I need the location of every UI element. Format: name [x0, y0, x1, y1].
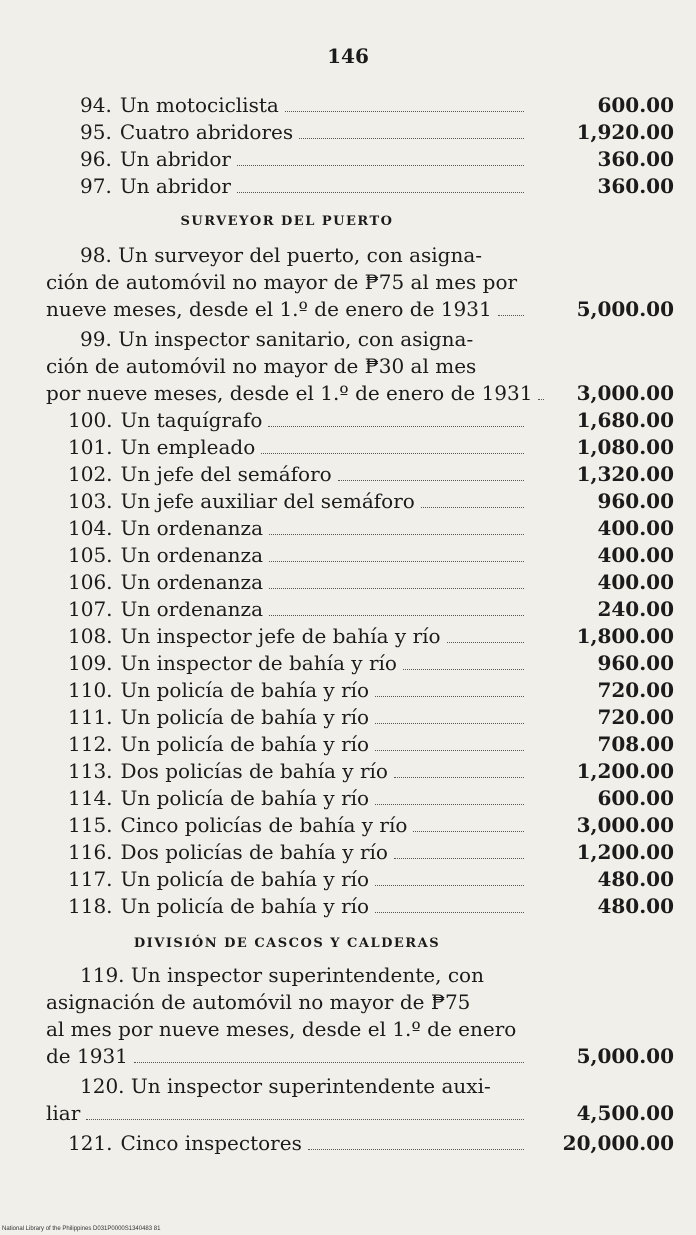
item-amount: 400.00: [597, 543, 674, 567]
item-text: Un abridor: [119, 174, 231, 198]
list-item: [46, 119, 674, 146]
item-text: Dos policías de bahía y río: [120, 759, 388, 783]
item-number: 106.: [68, 570, 113, 594]
leader-dots: [299, 138, 524, 139]
item-text: Un ordenanza: [120, 543, 264, 567]
leader-dots: [375, 723, 524, 724]
item-amount: 1,200.00: [576, 840, 674, 864]
item-amount: 360.00: [597, 147, 674, 171]
item-amount: 1,920.00: [576, 120, 674, 144]
list-item: [46, 569, 674, 596]
leader-dots: [394, 858, 524, 859]
list-item: [46, 704, 674, 731]
item-text: Un taquígrafo: [120, 408, 263, 432]
item-amount: 1,680.00: [576, 408, 674, 432]
item-120-line1: 120. Un inspector superintendente auxi-: [80, 1074, 491, 1098]
item-amount: 3,000.00: [576, 813, 674, 837]
list-item: [46, 677, 674, 704]
leader-dots: [375, 912, 524, 913]
item-number: 115.: [68, 813, 113, 837]
item-text: Un inspector de bahía y río: [120, 651, 397, 675]
item-amount: 1,080.00: [576, 435, 674, 459]
list-item: [46, 488, 674, 515]
leader-dots: [269, 534, 524, 535]
item-number: 113.: [68, 759, 113, 783]
list-item: [46, 542, 674, 569]
item-number: 116.: [68, 840, 113, 864]
item-amount: 480.00: [597, 894, 674, 918]
item-text: Un policía de bahía y río: [120, 678, 370, 702]
item-number: 112.: [68, 732, 113, 756]
item-number: 104.: [68, 516, 113, 540]
item-121-text: Cinco inspectores: [120, 1131, 302, 1155]
item-amount: 708.00: [597, 732, 674, 756]
item-amount: 600.00: [597, 786, 674, 810]
item-text: Un policía de bahía y río: [120, 705, 370, 729]
item-98-line1: 98. Un surveyor del puerto, con asigna-: [80, 243, 483, 267]
item-99-amount: 3,000.00: [576, 381, 674, 405]
item-120-line2: liar: [46, 1101, 81, 1125]
item-text: Dos policías de bahía y río: [120, 840, 388, 864]
item-text: Un jefe del semáforo: [120, 462, 332, 486]
item-98-line2: ción de automóvil no mayor de ₱75 al mes por: [46, 270, 518, 294]
item-amount: 1,800.00: [576, 624, 674, 648]
leader-dots: [269, 588, 524, 589]
leader-dots: [269, 615, 524, 616]
list-item: [46, 812, 674, 839]
list-item: [46, 407, 674, 434]
item-amount: 400.00: [597, 516, 674, 540]
list-item: [46, 515, 674, 542]
item-number: 101.: [68, 435, 113, 459]
item-99-line2: ción de automóvil no mayor de ₱30 al mes: [46, 354, 477, 378]
page-number: 146: [327, 44, 369, 68]
leader-dots: [308, 1149, 524, 1150]
leader-dots: [413, 831, 524, 832]
list-item: [46, 758, 674, 785]
item-119-line4: de 1931: [46, 1044, 128, 1068]
list-item: [46, 461, 674, 488]
item-number: 111.: [68, 705, 113, 729]
item-amount: 600.00: [597, 93, 674, 117]
leader-dots: [237, 165, 524, 166]
item-number: 110.: [68, 678, 113, 702]
item-number: 94.: [80, 93, 112, 117]
item-121: [46, 1130, 674, 1157]
item-text: Un ordenanza: [120, 516, 264, 540]
item-number: 96.: [80, 147, 112, 171]
list-item: [46, 839, 674, 866]
item-list-mid: [46, 407, 674, 920]
item-amount: 720.00: [597, 678, 674, 702]
document-body: [46, 92, 674, 1157]
item-120-amount: 4,500.00: [576, 1101, 674, 1125]
leader-dots: [86, 1119, 524, 1120]
item-amount: 720.00: [597, 705, 674, 729]
item-text: Un inspector jefe de bahía y río: [120, 624, 441, 648]
item-text: Un abridor: [119, 147, 231, 171]
leader-dots: [375, 804, 524, 805]
item-amount: 400.00: [597, 570, 674, 594]
section-title-cascos: DIVISIÓN DE CASCOS Y CALDERAS: [133, 936, 441, 951]
item-119: [46, 962, 674, 1070]
list-item: [46, 650, 674, 677]
leader-dots: [447, 642, 524, 643]
leader-dots: [261, 453, 524, 454]
list-item: [46, 866, 674, 893]
item-number: 103.: [68, 489, 113, 513]
item-amount: 1,200.00: [576, 759, 674, 783]
item-text: Un jefe auxiliar del semáforo: [120, 489, 415, 513]
leader-dots: [268, 426, 524, 427]
leader-dots: [375, 696, 524, 697]
item-number: 118.: [68, 894, 113, 918]
item-number: 109.: [68, 651, 113, 675]
list-item: [46, 623, 674, 650]
item-119-line2: asignación de automóvil no mayor de ₱75: [46, 990, 471, 1014]
list-item: [46, 785, 674, 812]
item-text: Un ordenanza: [120, 597, 264, 621]
item-number: 95.: [80, 120, 112, 144]
leader-dots: [375, 885, 524, 886]
item-number: 97.: [80, 174, 112, 198]
item-amount: 480.00: [597, 867, 674, 891]
item-text: Un policía de bahía y río: [120, 732, 370, 756]
item-amount: 360.00: [597, 174, 674, 198]
section-title-surveyor: SURVEYOR DEL PUERTO: [180, 214, 394, 229]
item-121-number: 121.: [68, 1131, 113, 1155]
item-number: 114.: [68, 786, 113, 810]
item-121-amount: 20,000.00: [562, 1131, 674, 1155]
item-text: Un ordenanza: [120, 570, 264, 594]
item-98-line3: nueve meses, desde el 1.º de enero de 1931: [46, 297, 492, 321]
item-text: Un motociclista: [119, 93, 279, 117]
item-number: 117.: [68, 867, 113, 891]
leader-dots: [403, 669, 524, 670]
leader-dots: [285, 111, 524, 112]
leader-dots: [375, 750, 524, 751]
leader-dots: [237, 192, 524, 193]
item-amount: 960.00: [597, 651, 674, 675]
item-text: Cinco policías de bahía y río: [120, 813, 408, 837]
leader-dots: [421, 507, 524, 508]
leader-dots: [394, 777, 524, 778]
item-text: Cuatro abridores: [119, 120, 294, 144]
list-item: [46, 146, 674, 173]
item-text: Un policía de bahía y río: [120, 867, 370, 891]
item-number: 108.: [68, 624, 113, 648]
item-number: 105.: [68, 543, 113, 567]
item-120: [46, 1073, 674, 1127]
item-119-line3: al mes por nueve meses, desde el 1.º de enero: [46, 1017, 517, 1041]
item-amount: 960.00: [597, 489, 674, 513]
list-item: [46, 731, 674, 758]
item-text: Un policía de bahía y río: [120, 786, 370, 810]
list-item: [46, 893, 674, 920]
item-list-top: [46, 92, 674, 200]
item-number: 102.: [68, 462, 113, 486]
list-item: [46, 173, 674, 200]
item-text: Un empleado: [120, 435, 256, 459]
item-99-line1: 99. Un inspector sanitario, con asigna-: [80, 327, 474, 351]
item-number: 107.: [68, 597, 113, 621]
leader-dots: [498, 315, 524, 316]
item-text: Un policía de bahía y río: [120, 894, 370, 918]
item-119-line1: 119. Un inspector superintendente, con: [80, 963, 484, 987]
leader-dots: [269, 561, 524, 562]
leader-dots: [338, 480, 524, 481]
item-98-amount: 5,000.00: [576, 297, 674, 321]
footer-credit: National Library of the Philippines D031P0000S1340483 81: [2, 1226, 161, 1232]
list-item: [46, 434, 674, 461]
item-99-line3: por nueve meses, desde el 1.º de enero de 1931: [46, 381, 533, 405]
item-99: [46, 326, 674, 407]
item-119-amount: 5,000.00: [576, 1044, 674, 1068]
item-98: [46, 242, 674, 323]
item-number: 100.: [68, 408, 113, 432]
leader-dots: [134, 1062, 524, 1063]
item-amount: 1,320.00: [576, 462, 674, 486]
list-item: [46, 596, 674, 623]
item-amount: 240.00: [597, 597, 674, 621]
list-item: [46, 92, 674, 119]
